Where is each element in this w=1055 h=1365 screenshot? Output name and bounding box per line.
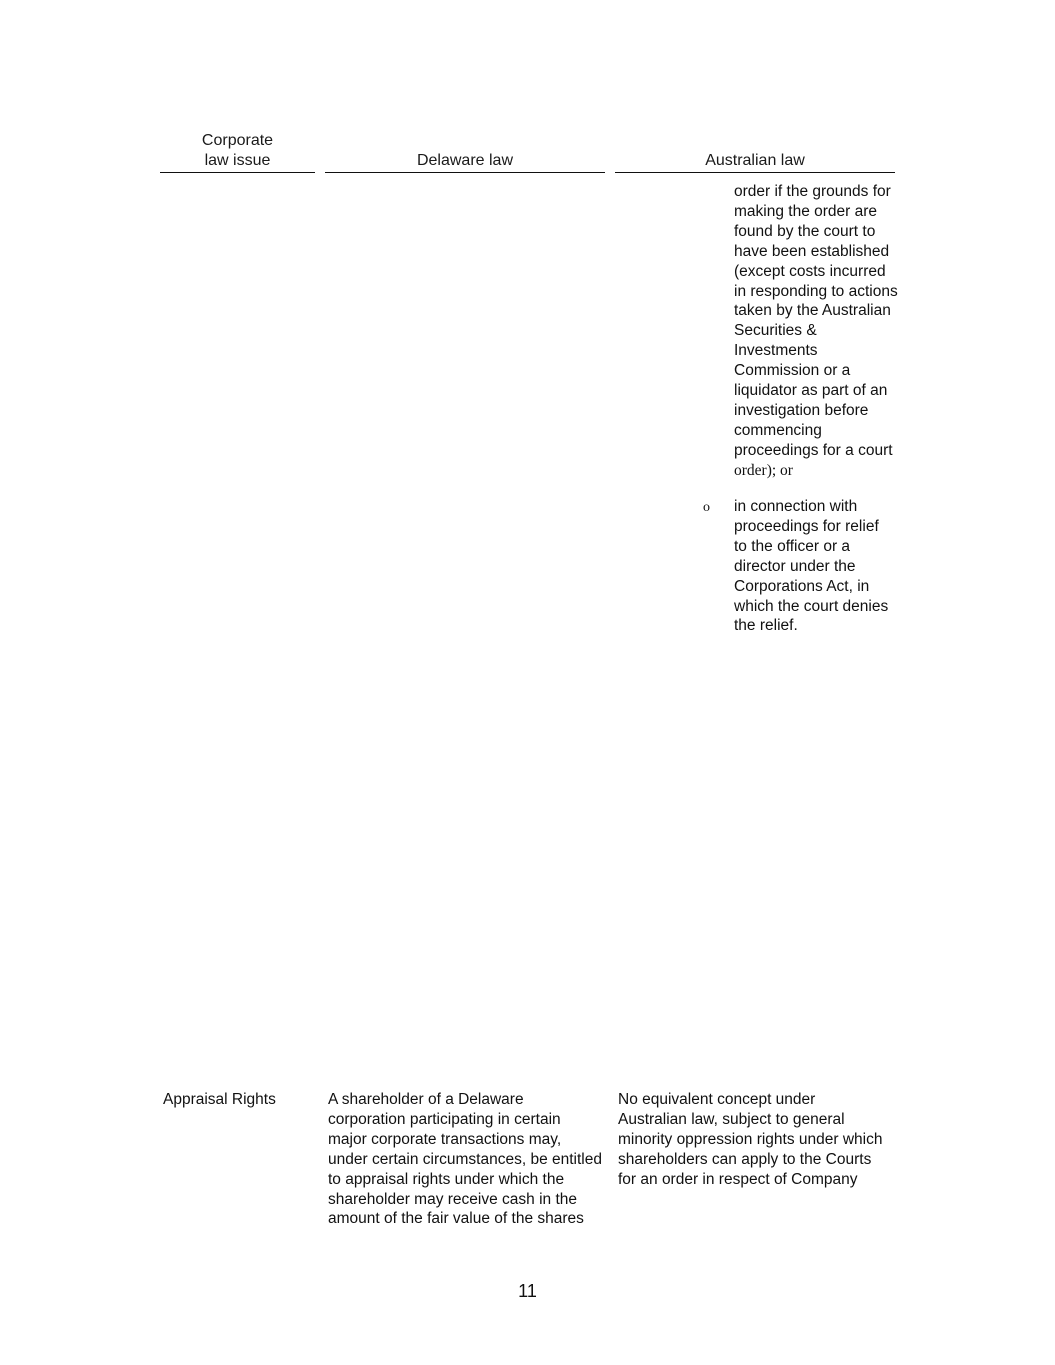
sub-bullet-marker: o xyxy=(703,500,710,515)
row-issue-appraisal-rights: Appraisal Rights xyxy=(163,1091,276,1108)
text-line: proceedings for a court xyxy=(734,441,893,459)
text-line: in responding to actions xyxy=(734,282,898,300)
text-line: minority oppression rights under which xyxy=(618,1130,883,1148)
text-line: Securities & xyxy=(734,322,817,340)
sub-bullet-text xyxy=(734,497,904,636)
header-underline-issue xyxy=(160,172,315,173)
row-australian-law-text xyxy=(618,1090,896,1190)
text-line: under certain circumstances, be entitled xyxy=(328,1150,602,1168)
text-line: making the order are xyxy=(734,202,878,220)
text-line: for an order in respect of Company xyxy=(618,1170,858,1188)
text-line: corporation participating in certain xyxy=(328,1110,561,1128)
header-underline-delaware xyxy=(325,172,605,173)
row-delaware-law-text xyxy=(328,1090,610,1229)
text-line: director under the xyxy=(734,557,856,575)
text-line: to the officer or a xyxy=(734,537,851,555)
text-line: taken by the Australian xyxy=(734,302,891,320)
text-line: proceedings for relief xyxy=(734,517,879,535)
text-line: shareholders can apply to the Courts xyxy=(618,1150,872,1168)
header-australian-law: Australian law xyxy=(705,152,805,169)
text-line: in connection with xyxy=(734,498,858,515)
text-line: (except costs incurred xyxy=(734,262,886,280)
text-line-last: order); or xyxy=(734,461,793,479)
text-line: shareholder may receive cash in the xyxy=(328,1190,577,1208)
text-line: investigation before xyxy=(734,401,869,419)
text-line: order if the grounds for xyxy=(734,183,891,200)
text-line: amount of the fair value of the shares xyxy=(328,1210,584,1228)
text-line: to appraisal rights under which the xyxy=(328,1170,565,1188)
text-line: Investments xyxy=(734,342,818,360)
text-line: have been established xyxy=(734,242,890,260)
header-corporate-law-issue xyxy=(160,131,315,171)
text-line: Corporations Act, in xyxy=(734,577,870,595)
text-line: major corporate transactions may, xyxy=(328,1130,562,1148)
text-line: found by the court to xyxy=(734,222,876,240)
text-line: A shareholder of a Delaware xyxy=(328,1091,524,1108)
text-line: liquidator as part of an xyxy=(734,382,888,400)
text-line: Australian law, subject to general xyxy=(618,1110,845,1128)
header-underline-australian xyxy=(615,172,895,173)
header-issue-line-2: law issue xyxy=(204,152,271,169)
page-number: 11 xyxy=(518,1281,537,1301)
australian-law-continuation xyxy=(734,182,914,481)
header-delaware-law: Delaware law xyxy=(416,152,514,169)
text-line: Commission or a xyxy=(734,362,851,380)
text-line: No equivalent concept under xyxy=(618,1091,816,1108)
text-line: the relief. xyxy=(734,617,798,635)
text-line: commencing xyxy=(734,421,822,439)
text-line: which the court denies xyxy=(734,597,889,615)
header-issue-line-1: Corporate xyxy=(201,132,274,149)
